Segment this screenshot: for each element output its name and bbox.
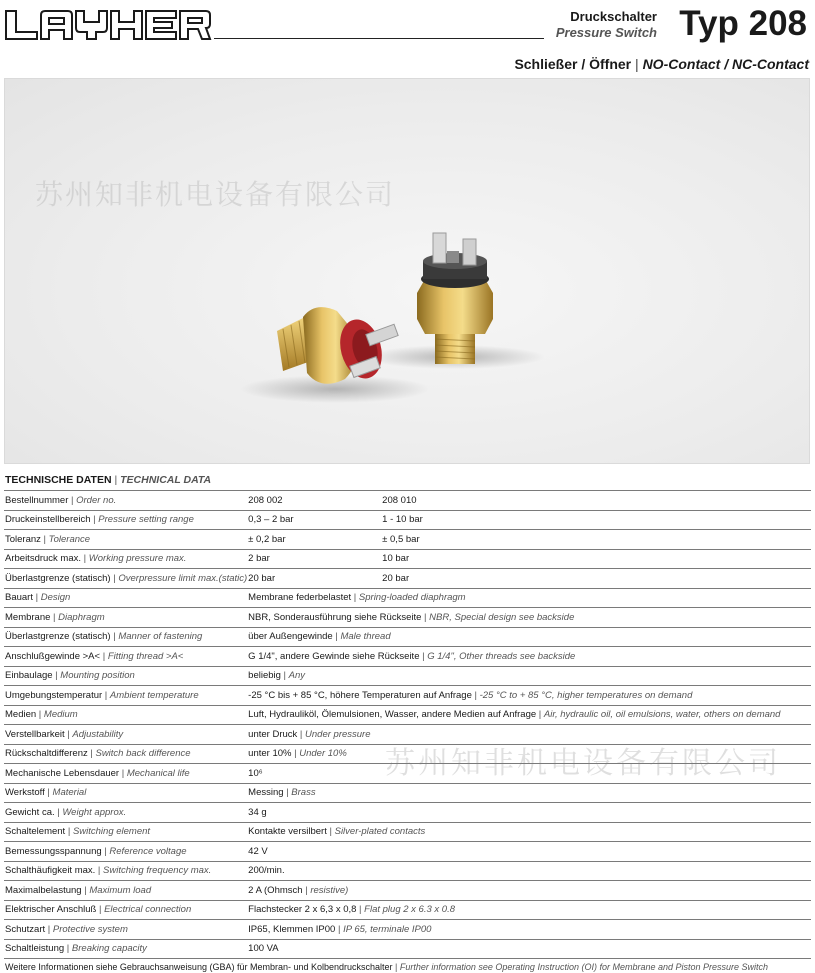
value-en: Brass xyxy=(291,787,316,799)
separator: | xyxy=(536,709,544,721)
value-de: 42 V xyxy=(248,845,268,857)
value-cell xyxy=(247,608,811,628)
logo-graphic xyxy=(4,8,212,42)
heading-en: TECHNICAL DATA xyxy=(120,474,212,486)
value-cell xyxy=(247,744,811,764)
contact-de: Schließer / Öffner xyxy=(514,56,632,72)
pressure-switch-illustration xyxy=(5,79,810,464)
table-row xyxy=(4,822,811,842)
table-row xyxy=(4,744,811,764)
separator: | xyxy=(33,592,41,604)
footer-de: Weitere Informationen siehe Gebrauchsanweisung (GBA) für Membran- und Kolbendruckschalter xyxy=(5,962,393,972)
technical-data-heading xyxy=(5,474,211,486)
value-cell xyxy=(247,686,811,706)
value-de: über Außengewinde xyxy=(248,631,333,643)
watermark-top: 苏州知非机电设备有限公司 xyxy=(35,178,396,211)
label-de: Anschlußgewinde >A< xyxy=(5,650,101,662)
watermark-table: 苏州知非机电设备有限公司 xyxy=(385,746,781,781)
value-cell xyxy=(247,881,811,901)
lying-switch xyxy=(277,307,398,384)
table-row xyxy=(4,608,811,628)
separator: | xyxy=(422,650,428,662)
separator: | xyxy=(119,767,127,779)
separator: | xyxy=(332,631,341,643)
table-row xyxy=(4,881,811,901)
separator: | xyxy=(50,611,59,623)
label-de: Überlastgrenze (statisch) xyxy=(5,572,111,584)
separator: | xyxy=(286,787,292,799)
label-en: Working pressure max. xyxy=(88,553,187,565)
label-de: Überlastgrenze (statisch) xyxy=(5,631,111,643)
label-cell xyxy=(4,588,247,608)
separator: | xyxy=(68,494,77,506)
label-en: Electrical connection xyxy=(104,904,192,916)
separator: | xyxy=(280,670,289,682)
contact-en: NO-Contact / NC-Contact xyxy=(642,56,809,72)
separator: | xyxy=(356,904,365,916)
separator: | xyxy=(54,806,63,818)
separator: | xyxy=(421,611,430,623)
label-en: Tolerance xyxy=(48,533,91,545)
table-row xyxy=(4,900,811,920)
value-de: Luft, Hydrauliköl, Ölemulsionen, Wasser, andere Medien auf Anfrage xyxy=(248,709,537,721)
table-row xyxy=(4,627,811,647)
table-row xyxy=(4,666,811,686)
value-en: Under 10% xyxy=(299,748,347,760)
technical-data-table xyxy=(4,490,811,959)
value-cell xyxy=(247,705,811,725)
label-cell xyxy=(4,491,247,511)
label-de: Toleranz xyxy=(5,533,41,545)
value-de: 200/min. xyxy=(248,865,285,877)
value-de: Kontakte versilbert xyxy=(248,826,327,838)
heading-separator: | xyxy=(111,474,121,486)
label-en: Pressure setting range xyxy=(98,514,194,526)
separator: | xyxy=(36,709,44,721)
value-en: Under pressure xyxy=(305,728,371,740)
label-de: Membrane xyxy=(5,611,51,623)
separator: | xyxy=(40,533,49,545)
label-cell xyxy=(4,861,247,881)
label-cell xyxy=(4,608,247,628)
value-cell xyxy=(247,783,811,803)
label-de: Medien xyxy=(5,709,37,721)
label-de: Gewicht ca. xyxy=(5,806,55,818)
value-en: G 1/4", Other threads see backside xyxy=(427,650,576,662)
label-cell xyxy=(4,764,247,784)
contact-subtitle xyxy=(514,56,809,72)
separator: | xyxy=(90,514,99,526)
label-en: Medium xyxy=(43,709,78,721)
label-cell xyxy=(4,939,247,959)
value-cell xyxy=(247,627,811,647)
value-en: -25 °C to + 85 °C, higher temperatures on demand xyxy=(479,689,693,701)
separator: | xyxy=(45,923,53,935)
table-row xyxy=(4,647,811,667)
upright-switch xyxy=(417,233,493,364)
value-de: Flachstecker 2 x 6,3 x 0,8 xyxy=(248,904,357,916)
label-en: Weight approx. xyxy=(62,806,127,818)
label-de: Schutzart xyxy=(5,923,46,935)
table-row xyxy=(4,491,811,511)
product-photo xyxy=(4,78,810,464)
label-cell xyxy=(4,549,247,569)
value-cell xyxy=(247,725,811,745)
separator: | xyxy=(110,572,119,584)
label-de: Umgebungstemperatur xyxy=(5,689,103,701)
label-cell xyxy=(4,647,247,667)
value-de: beliebig xyxy=(248,670,281,682)
label-de: Arbeitsdruck max. xyxy=(5,553,82,565)
label-de: Bemessungsspannung xyxy=(5,845,102,857)
table-row xyxy=(4,569,811,589)
label-cell xyxy=(4,803,247,823)
value-en: Male thread xyxy=(340,631,391,643)
value-de: IP65, Klemmen IP00 xyxy=(248,923,336,935)
value-de: Messing xyxy=(248,787,287,799)
value-cell xyxy=(247,588,811,608)
label-cell xyxy=(4,686,247,706)
label-en: Material xyxy=(52,787,87,799)
value-de: unter Druck xyxy=(248,728,298,740)
separator: | xyxy=(44,787,53,799)
table-row xyxy=(4,842,811,862)
value-cell: 20 bar xyxy=(381,569,811,589)
label-en: Manner of fastening xyxy=(118,631,203,643)
label-en: Mounting position xyxy=(60,670,135,682)
separator: | xyxy=(335,923,344,935)
separator: | xyxy=(291,748,300,760)
value-cell: 2 bar xyxy=(247,549,381,569)
table-row xyxy=(4,920,811,940)
table-row xyxy=(4,549,811,569)
value-cell xyxy=(247,939,811,959)
value-de: 100 VA xyxy=(248,943,279,955)
separator: | xyxy=(100,650,108,662)
table-row xyxy=(4,783,811,803)
value-en: Air, hydraulic oil, oil emulsions, water, others on demand xyxy=(543,709,781,721)
label-en: Overpressure limit max.(static) xyxy=(118,572,248,584)
header xyxy=(0,0,815,50)
label-cell xyxy=(4,920,247,940)
label-en: Protective system xyxy=(52,923,128,935)
value-de: unter 10% xyxy=(248,748,292,760)
value-cell xyxy=(247,647,811,667)
table-row xyxy=(4,803,811,823)
value-de: -25 °C bis + 85 °C, höhere Temperaturen auf Anfrage xyxy=(248,689,472,701)
table-row xyxy=(4,705,811,725)
value-cell xyxy=(247,764,811,784)
value-cell: ± 0,5 bar xyxy=(381,530,811,550)
value-de: 34 g xyxy=(248,806,267,818)
value-de: 10⁶ xyxy=(248,767,263,779)
table-row xyxy=(4,939,811,959)
label-en: Breaking capacity xyxy=(71,943,147,955)
value-en: Any xyxy=(288,670,306,682)
label-en: Fitting thread >A< xyxy=(107,650,184,662)
label-de: Schaltelement xyxy=(5,826,66,838)
separator: | xyxy=(52,670,61,682)
separator: | xyxy=(101,845,110,857)
product-name-de: Druckschalter xyxy=(570,9,657,24)
label-de: Mechanische Lebensdauer xyxy=(5,767,120,779)
value-de: 2 A (Ohmsch xyxy=(248,884,306,896)
value-cell: 208 002 xyxy=(247,491,381,511)
label-en: Switch back difference xyxy=(95,748,191,760)
table-row xyxy=(4,725,811,745)
label-cell xyxy=(4,822,247,842)
separator: | xyxy=(326,826,335,838)
separator: | xyxy=(297,728,306,740)
value-en: Spring-loaded diaphragm xyxy=(358,592,466,604)
separator: | xyxy=(351,592,359,604)
separator: | xyxy=(95,865,104,877)
value-cell: 208 010 xyxy=(381,491,811,511)
table-row xyxy=(4,510,811,530)
table-row xyxy=(4,588,811,608)
label-en: Design xyxy=(40,592,71,604)
label-de: Druckeinstellbereich xyxy=(5,514,91,526)
separator: | xyxy=(102,689,110,701)
label-cell xyxy=(4,725,247,745)
separator: | xyxy=(471,689,480,701)
separator: | xyxy=(81,553,89,565)
label-de: Verstellbarkeit xyxy=(5,728,65,740)
label-de: Elektrischer Anschluß xyxy=(5,904,97,916)
label-en: Maximum load xyxy=(89,884,152,896)
separator: | xyxy=(87,748,96,760)
value-cell xyxy=(247,803,811,823)
label-cell xyxy=(4,510,247,530)
label-de: Einbaulage xyxy=(5,670,53,682)
value-cell xyxy=(247,842,811,862)
header-rule xyxy=(214,38,544,39)
label-en: Order no. xyxy=(76,494,117,506)
value-cell xyxy=(247,822,811,842)
label-cell xyxy=(4,666,247,686)
label-cell xyxy=(4,900,247,920)
label-cell xyxy=(4,783,247,803)
heading-de: TECHNISCHE DATEN xyxy=(5,474,112,486)
label-cell xyxy=(4,627,247,647)
label-cell xyxy=(4,881,247,901)
label-de: Werkstoff xyxy=(5,787,45,799)
value-cell: ± 0,2 bar xyxy=(247,530,381,550)
value-en: IP 65, terminale IP00 xyxy=(343,923,432,935)
value-en: Silver-plated contacts xyxy=(334,826,426,838)
footer-separator: | xyxy=(392,962,400,972)
table-row xyxy=(4,530,811,550)
label-en: Diaphragm xyxy=(58,611,105,623)
separator: | xyxy=(110,631,119,643)
value-cell xyxy=(247,900,811,920)
label-de: Bestellnummer xyxy=(5,494,69,506)
value-cell xyxy=(247,861,811,881)
value-de: G 1/4", andere Gewinde siehe Rückseite xyxy=(248,650,423,662)
layher-logo xyxy=(4,8,212,42)
label-de: Rückschaltdifferenz xyxy=(5,748,88,760)
footer-note xyxy=(5,962,768,972)
label-cell xyxy=(4,569,247,589)
product-name-en: Pressure Switch xyxy=(555,25,657,40)
label-en: Ambient temperature xyxy=(109,689,199,701)
value-cell: 0,3 – 2 bar xyxy=(247,510,381,530)
separator: | xyxy=(64,728,73,740)
label-cell xyxy=(4,744,247,764)
label-de: Maximalbelastung xyxy=(5,884,82,896)
contact-separator: | xyxy=(631,56,643,72)
separator: | xyxy=(305,884,311,896)
value-de: Membrane federbelastet xyxy=(248,592,352,604)
label-de: Schaltleistung xyxy=(5,943,65,955)
label-en: Reference voltage xyxy=(109,845,187,857)
label-de: Schalthäufigkeit max. xyxy=(5,865,96,877)
value-en: Flat plug 2 x 6.3 x 0.8 xyxy=(364,904,456,916)
value-de: NBR, Sonderausführung siehe Rückseite xyxy=(248,611,422,623)
value-cell: 20 bar xyxy=(247,569,381,589)
type-title: Typ 208 xyxy=(679,4,807,43)
label-en: Switching element xyxy=(72,826,151,838)
label-cell xyxy=(4,705,247,725)
separator: | xyxy=(64,943,72,955)
value-cell: 10 bar xyxy=(381,549,811,569)
label-en: Switching frequency max. xyxy=(103,865,212,877)
table-row xyxy=(4,861,811,881)
separator: | xyxy=(81,884,90,896)
separator: | xyxy=(96,904,105,916)
value-cell xyxy=(247,666,811,686)
table-row xyxy=(4,764,811,784)
footer-en: Further information see Operating Instruction (OI) for Membrane and Piston Pressure Switch xyxy=(399,962,769,972)
table-row xyxy=(4,686,811,706)
label-cell xyxy=(4,530,247,550)
value-cell: 1 - 10 bar xyxy=(381,510,811,530)
label-de: Bauart xyxy=(5,592,33,604)
product-name xyxy=(556,9,657,41)
value-en: resistive) xyxy=(310,884,349,896)
value-cell xyxy=(247,920,811,940)
value-en: NBR, Special design see backside xyxy=(429,611,575,623)
label-en: Adjustability xyxy=(72,728,124,740)
label-en: Mechanical life xyxy=(126,767,190,779)
separator: | xyxy=(65,826,73,838)
label-cell xyxy=(4,842,247,862)
